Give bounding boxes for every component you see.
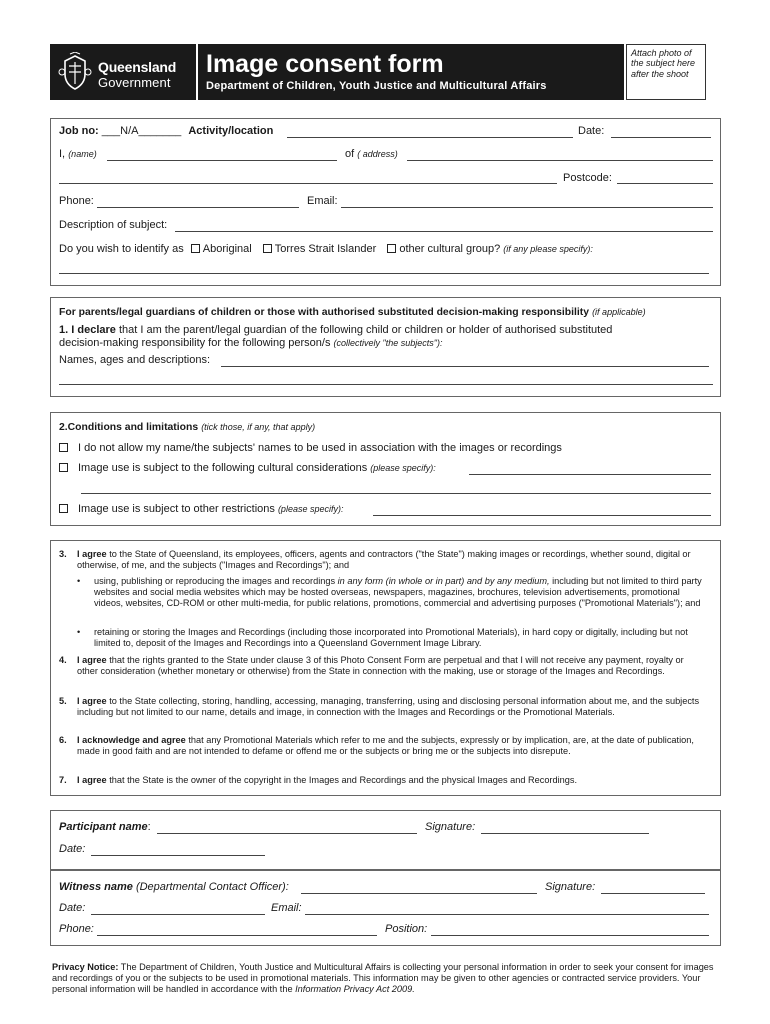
address-hint: ( address): [357, 149, 398, 159]
witness-signature-label: Signature:: [545, 881, 596, 893]
government-logo: [50, 44, 196, 100]
clause-6: 6. I acknowledge and agree that any Promotional Materials which refer to me and the subjects, expressly or by implication, are, at the date of publication, made in good faith and are not intended to defame or offend me or the subjects or bring me or the subjects into disrepute.: [59, 735, 694, 756]
name-hint: (name): [68, 149, 97, 159]
cultural-field[interactable]: [469, 474, 711, 475]
address-field[interactable]: [407, 160, 713, 161]
declare-text-2: decision-making responsibility for the following person/s: [59, 337, 331, 349]
conditions-heading: 2.Conditions and limitations: [59, 422, 199, 433]
witness-position-field[interactable]: [431, 935, 709, 936]
names-field-line2[interactable]: [59, 384, 713, 385]
names-label: Names, ages and descriptions:: [59, 354, 211, 366]
other-group-hint: (if any please specify):: [503, 244, 593, 254]
witness-section: [50, 870, 721, 946]
email-label: Email:: [307, 195, 338, 207]
witness-signature-field[interactable]: [601, 893, 705, 894]
other-restrictions-hint: (please specify):: [277, 504, 344, 514]
cultural-checkbox[interactable]: [59, 463, 68, 472]
email-field[interactable]: [341, 207, 713, 208]
witness-phone-field[interactable]: [97, 935, 377, 936]
phone-label: Phone:: [59, 195, 94, 207]
no-name-checkbox[interactable]: [59, 443, 68, 452]
witness-email-label: Email:: [271, 902, 302, 914]
logo-queensland: Queensland: [98, 59, 177, 75]
privacy-label: Privacy Notice:: [52, 962, 119, 972]
witness-date-label: Date:: [59, 902, 86, 914]
participant-label: Participant name: [59, 821, 148, 833]
no-name-label: I do not allow my name/the subjects' names to be used in association with the images or recordings: [78, 442, 562, 454]
identify-label: Do you wish to identify as: [59, 243, 184, 255]
clause-7: 7. I agree that the State is the owner of the copyright in the Images and Recordings and the physical Images and Recordings.: [59, 775, 578, 785]
date-field[interactable]: [611, 137, 711, 138]
torres-strait-label: Torres Strait Islander: [274, 243, 377, 255]
clause-3-bullet-1: • using, publishing or reproducing the images and recordings in any form (in whole or in part) and by any medium, including but not limited to third party websites and social media websites which may be hosted overseas, newspapers, magazines, brochures, television advertisements, promotional videos, websites, CD-ROM or other multi-media, for public relations, promotions, commercial and advertising purposes ("Promotional Materials"); and: [77, 576, 702, 608]
phone-field[interactable]: [97, 207, 299, 208]
participant-signature-label: Signature:: [425, 821, 476, 833]
conditions-hint: (tick those, if any, that apply): [201, 422, 316, 432]
department-name: Department of Children, Youth Justice and Multicultural Affairs: [206, 80, 547, 92]
guardian-heading-hint: (if applicable): [592, 307, 646, 317]
subject-details-section: [50, 118, 721, 286]
guardian-heading: For parents/legal guardians of children or those with authorised substituted decision-making responsibility: [59, 307, 589, 318]
date-label: Date:: [578, 125, 605, 137]
witness-hint: (Departmental Contact Officer):: [135, 881, 289, 893]
form-header: [50, 44, 706, 100]
logo-government: Government: [98, 75, 171, 90]
cultural-label: Image use is subject to the following cultural considerations: [78, 462, 368, 474]
aboriginal-checkbox[interactable]: [191, 244, 200, 253]
declare-hint: (collectively "the subjects"):: [333, 338, 443, 348]
aboriginal-label: Aboriginal: [202, 243, 252, 255]
postcode-label: Postcode:: [563, 172, 612, 184]
privacy-text: The Department of Children, Youth Justice and Multicultural Affairs is collecting your personal information in order to seek your consent for images and recordings of you or the subjects to be used in promotional materials. This information may be given to other agencies or contracted service providers. Your personal information will be handled in accordance with the: [52, 962, 714, 994]
description-label: Description of subject:: [59, 219, 168, 231]
privacy-act: Information Privacy Act 2009.: [295, 984, 415, 994]
other-group-field[interactable]: [59, 273, 709, 274]
declare-text: that I am the parent/legal guardian of the following child or children or holder of authorised substituted: [118, 324, 613, 336]
torres-strait-checkbox[interactable]: [263, 244, 272, 253]
activity-label: Activity/location: [188, 125, 274, 137]
conditions-section: [50, 412, 721, 526]
name-field[interactable]: [107, 160, 337, 161]
guardian-section: [50, 297, 721, 397]
participant-name-field[interactable]: [157, 833, 417, 834]
description-field[interactable]: [175, 231, 713, 232]
participant-date-field[interactable]: [91, 855, 265, 856]
participant-date-label: Date:: [59, 843, 86, 855]
cultural-hint: (please specify):: [370, 463, 436, 473]
cultural-field-line2[interactable]: [81, 493, 711, 494]
clause-4: 4. I agree that the rights granted to the State under clause 3 of this Photo Consent Form are perpetual and that I will not receive any payment, royalty or other consideration (whether monetary or otherwise) from the State in connection with the making, use or storage of the Images and Recordings.: [59, 655, 684, 676]
postcode-field[interactable]: [617, 183, 713, 184]
witness-date-field[interactable]: [91, 914, 265, 915]
photo-attach-box: Attach photo of the subject here after the shoot: [626, 44, 706, 100]
activity-field[interactable]: [287, 137, 573, 138]
names-field[interactable]: [221, 366, 709, 367]
privacy-notice: [52, 962, 720, 995]
witness-email-field[interactable]: [305, 914, 709, 915]
clause-3: 3. I agree to the State of Queensland, its employees, officers, agents and contractors ("the State") making images or recordings, whether sound, digital or otherwise, of me, and the subjects ("Images and Recordings"); and: [59, 549, 691, 570]
clause-3-bullet-2: • retaining or storing the Images and Recordings (including those incorporated into Promotional Materials), in hard copy or digitally, including but not limited to, deposit of the Images and Recordings into a Queensland Government Image Library.: [77, 627, 688, 648]
other-group-label: other cultural group?: [399, 243, 501, 255]
i-label: I,: [59, 148, 66, 160]
participant-section: Participant name: Signature: Date:: [50, 810, 721, 870]
witness-phone-label: Phone:: [59, 923, 94, 935]
declare-number: 1.: [59, 324, 69, 336]
address-field-line2[interactable]: [59, 183, 557, 184]
consent-clauses-section: [50, 540, 721, 796]
witness-position-label: Position:: [385, 923, 428, 935]
other-restrictions-checkbox[interactable]: [59, 504, 68, 513]
title-banner: [196, 44, 624, 100]
declare-bold: I declare: [71, 324, 116, 336]
other-group-checkbox[interactable]: [387, 244, 396, 253]
page-title: Image consent form: [206, 50, 444, 78]
job-value[interactable]: ___N/A_______: [101, 125, 182, 137]
coat-of-arms-icon: [58, 52, 92, 92]
of-label: of: [345, 148, 355, 160]
participant-signature-field[interactable]: [481, 833, 649, 834]
job-label: Job no:: [59, 125, 99, 137]
witness-name-field[interactable]: [301, 893, 537, 894]
clause-5: 5. I agree to the State collecting, storing, handling, accessing, managing, transferring, using and disclosing personal information about me, and the subjects including but not limited to our name, details and image, in connection with the Images and Recordings or the Promotional Materials.: [59, 696, 700, 717]
witness-label: Witness name: [59, 881, 133, 893]
other-restrictions-field[interactable]: [373, 515, 711, 516]
other-restrictions-label: Image use is subject to other restrictions: [78, 503, 275, 515]
